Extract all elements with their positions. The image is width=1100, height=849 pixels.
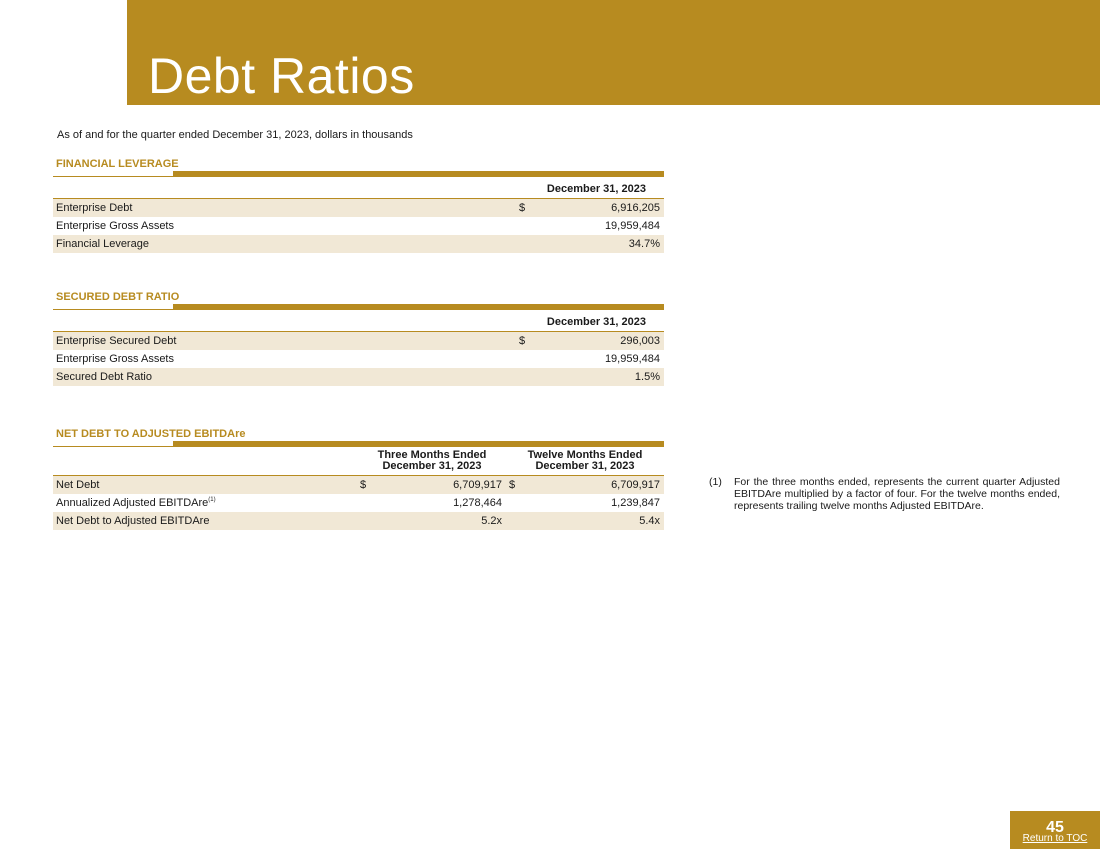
row-value: 19,959,484 — [604, 220, 660, 232]
table-row — [53, 235, 664, 253]
row-label: Net Debt to Adjusted EBITDAre — [56, 515, 210, 527]
column-header-twelve-months: Twelve Months Ended December 31, 2023 — [527, 449, 643, 472]
page-title: Debt Ratios — [148, 48, 415, 104]
footnote-marker: (1) — [208, 497, 216, 503]
row-label: Annualized Adjusted EBITDAre$^{(1)}$ — [56, 497, 216, 509]
row-label: Enterprise Gross Assets — [56, 220, 174, 232]
currency-symbol: $ — [360, 479, 367, 491]
table-row — [53, 217, 664, 235]
secured-debt-section — [53, 290, 664, 386]
row-value-twelve-months: 1,239,847 — [611, 497, 660, 509]
row-label: Net Debt — [56, 479, 100, 491]
row-label: Enterprise Debt — [56, 202, 133, 214]
currency-symbol: $ — [519, 335, 526, 347]
footnote — [709, 476, 1060, 512]
row-value-twelve-months: 6,709,917 — [611, 479, 660, 491]
footnote-number: (1) — [709, 476, 722, 488]
row-value: 1.5% — [634, 371, 660, 383]
table-row — [53, 512, 664, 530]
currency-symbol: $ — [509, 479, 516, 491]
table-row — [53, 332, 664, 350]
section-title: NET DEBT TO ADJUSTED EBITDAre — [56, 428, 246, 440]
financial-leverage-section — [53, 157, 664, 253]
row-value-twelve-months: 5.4x — [639, 515, 660, 527]
net-debt-section — [53, 427, 664, 530]
row-value: 19,959,484 — [604, 353, 660, 365]
table-row — [53, 368, 664, 386]
row-value: 34.7% — [628, 238, 660, 250]
column-header: December 31, 2023 — [546, 183, 646, 195]
footnote-text: For the three months ended, represents the current quarter Adjusted EBITDAre multiplied by a factor of four. For the twelve months ended, represents trailing twelve months Adjusted EBITDAre. — [734, 476, 1060, 512]
row-label: Secured Debt Ratio — [56, 371, 152, 383]
page-number: 45 — [1046, 819, 1064, 836]
row-value-three-months: 5.2x — [481, 515, 502, 527]
table-header — [53, 447, 664, 476]
page-number-box — [1010, 811, 1100, 849]
row-label: Enterprise Gross Assets — [56, 353, 174, 365]
row-value: 6,916,205 — [611, 202, 660, 214]
table-header — [53, 177, 664, 199]
row-value-three-months: 6,709,917 — [453, 479, 502, 491]
column-header: December 31, 2023 — [546, 316, 646, 328]
section-title: SECURED DEBT RATIO — [56, 291, 180, 303]
row-value-three-months: 1,278,464 — [453, 497, 502, 509]
page-subtitle: As of and for the quarter ended December 31, 2023, dollars in thousands — [57, 129, 413, 141]
table-header — [53, 310, 664, 332]
table-row — [53, 476, 664, 494]
row-label: Enterprise Secured Debt — [56, 335, 177, 347]
table-row — [53, 494, 664, 512]
title-banner — [127, 0, 1100, 105]
table-row — [53, 199, 664, 217]
section-title: FINANCIAL LEVERAGE — [56, 158, 179, 170]
currency-symbol: $ — [519, 202, 526, 214]
row-value: 296,003 — [620, 335, 660, 347]
table-row — [53, 350, 664, 368]
return-to-toc-link[interactable]: Return to TOC — [1022, 833, 1088, 844]
row-label: Financial Leverage — [56, 238, 149, 250]
column-header-three-months: Three Months Ended December 31, 2023 — [377, 449, 487, 472]
